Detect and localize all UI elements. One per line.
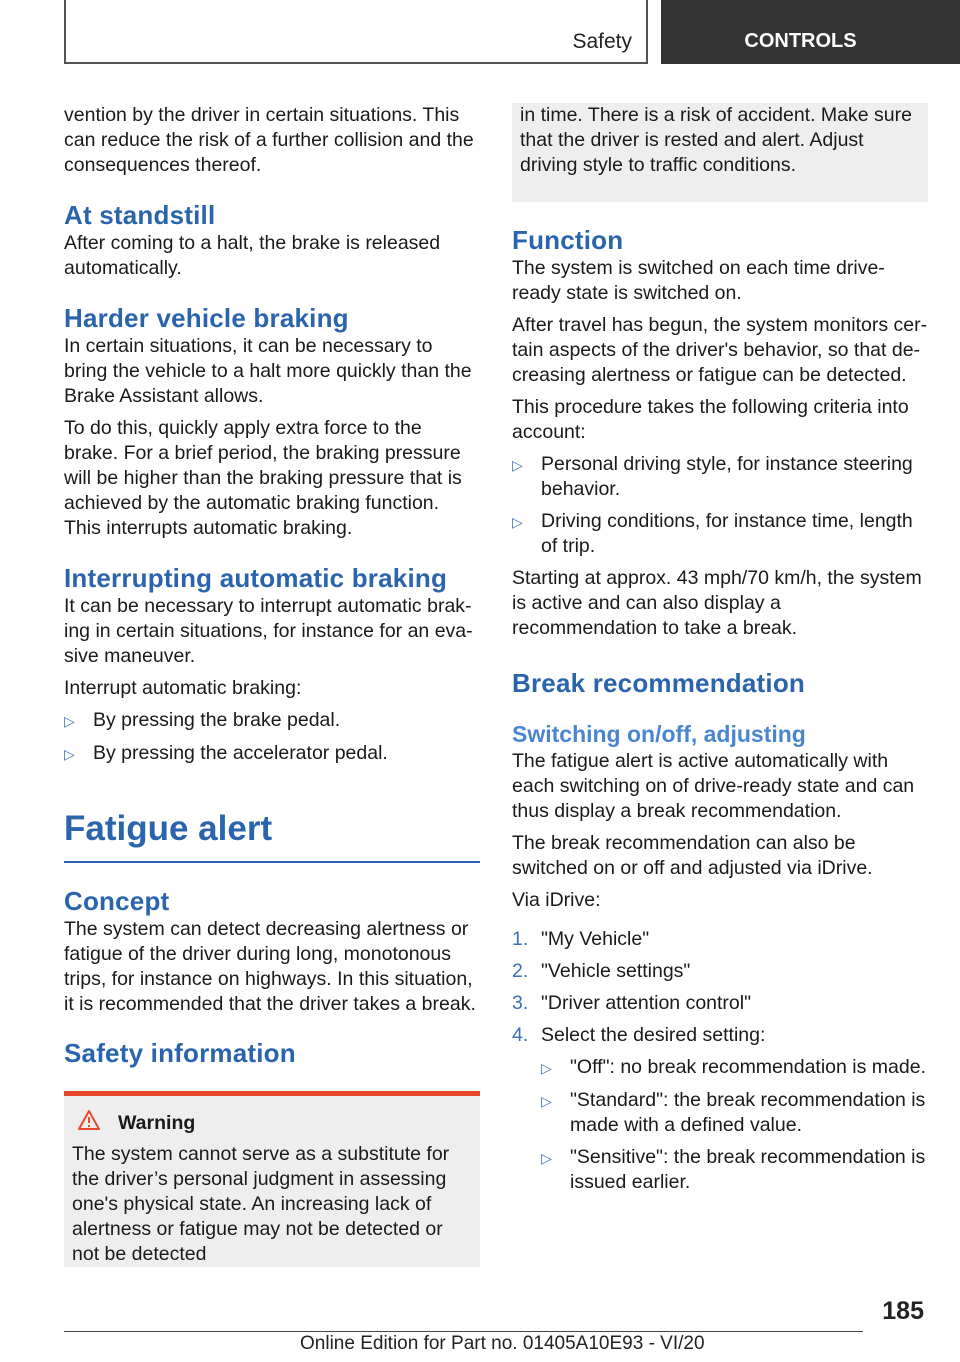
harder-paragraph-1: In certain situations, it can be necessary to bring the vehicle to a halt more quickly than the Brake Assistant allows. [64, 335, 472, 407]
triangle-right-outline-icon: ▷ [541, 1060, 552, 1076]
heading-break-recommendation: Break recommendation [512, 668, 805, 698]
step-text: Select the desired setting: [541, 1024, 766, 1046]
triangle-right-outline-icon: ▷ [541, 1150, 552, 1166]
page-number: 185 [882, 1297, 924, 1325]
heading-function: Function [512, 225, 624, 255]
step-number: 4. [512, 1024, 529, 1046]
list-item [512, 452, 928, 502]
numbered-step [512, 991, 928, 1016]
list-item-text: "Standard": the break recommendation is made with a defined value. [570, 1089, 926, 1136]
warning-box [64, 1091, 480, 1267]
step-text: "Driver attention control" [541, 992, 752, 1014]
heading-interrupting: Interrupting automatic braking [64, 563, 448, 593]
list-item [512, 509, 928, 559]
step-number: 3. [512, 992, 529, 1014]
step-text: "My Vehicle" [541, 928, 650, 950]
warning-text-part-2: in time. There is a risk of accident. Make sure that the driver is rested and alert. Adjust driving style to traffic conditions. [520, 104, 912, 176]
list-item [64, 741, 480, 767]
harder-paragraph-2: To do this, quickly apply extra force to the brake. For a brief period, the braking pressure will be higher than the braking pressure that is achieved by the automatic braking function. This interrupts automatic braking. [64, 417, 462, 539]
interrupting-paragraph-2: Interrupt automatic braking: [64, 677, 302, 699]
heading-harder-braking: Harder vehicle braking [64, 303, 349, 333]
step-number: 1. [512, 928, 529, 950]
warning-header [72, 1110, 472, 1136]
list-item-text: By pressing the accelerator pedal. [93, 742, 388, 764]
warning-text-part-1: The system cannot serve as a substitute for the driver’s personal judgment in assessing one's physical state. An increasing lack of alertness or fatigue may not be detected or not be detected [72, 1143, 450, 1265]
heading-safety-information: Safety information [64, 1038, 296, 1068]
right-column [512, 103, 928, 1202]
list-item-text: Driving conditions, for instance time, length of trip. [541, 510, 913, 557]
header-section-title: Safety [572, 30, 632, 53]
list-item [64, 708, 480, 734]
list-item-text: Personal driving style, for instance steering behavior. [541, 453, 913, 500]
function-paragraph-1: The system is switched on each time drive-ready state is switched on. [512, 257, 885, 304]
break-paragraph-1: The fatigue alert is active automatically with each switching on of drive-ready state and can thus display a break recommendation. [512, 750, 915, 822]
heading-rule [64, 861, 480, 863]
break-paragraph-2: The break recommendation can also be switched on or off and adjusted via iDrive. [512, 832, 873, 879]
triangle-right-outline-icon: ▷ [541, 1093, 552, 1109]
list-item-text: "Off": no break recommendation is made. [570, 1056, 926, 1078]
warning-triangle-icon [72, 1110, 118, 1136]
footer-edition: Online Edition for Part no. 01405A10E93 - VI/20 [300, 1333, 705, 1354]
heading-concept: Concept [64, 886, 170, 916]
numbered-step [512, 1023, 928, 1048]
function-paragraph-2: After travel has begun, the system monitors certain aspects of the driver's behavior, so that decreasing alertness or fatigue can be detected. [512, 314, 928, 386]
break-paragraph-3: Via iDrive: [512, 889, 601, 911]
warning-label: Warning [118, 1111, 196, 1134]
intro-paragraph: vention by the driver in certain situations. This can reduce the risk of a further collision and the consequences thereof. [64, 104, 474, 176]
list-item [541, 1055, 928, 1081]
concept-paragraph: The system can detect decreasing alertness or fatigue of the driver during long, monotonous trips, for instance on highways. In this situation, it is recommended that the driver takes a break. [64, 918, 476, 1015]
triangle-right-outline-icon: ▷ [64, 746, 75, 762]
triangle-right-outline-icon: ▷ [64, 713, 75, 729]
footer-rule [64, 1331, 863, 1332]
fatigue-heading-block [64, 807, 480, 863]
list-item [541, 1088, 928, 1138]
step-text: "Vehicle settings" [541, 960, 691, 982]
list-item-text: "Sensitive": the break recommendation is issued earlier. [570, 1146, 926, 1193]
function-paragraph-4: Starting at approx. 43 mph/70 km/h, the system is active and can also display a recommendation to take a break. [512, 567, 922, 639]
list-item [541, 1145, 928, 1195]
header-section-box [64, 0, 648, 64]
triangle-right-outline-icon: ▷ [512, 514, 523, 530]
heading-at-standstill: At standstill [64, 200, 216, 230]
heading-switching-on-off: Switching on/off, adjusting [512, 721, 806, 747]
standstill-paragraph: After coming to a halt, the brake is released automatically. [64, 232, 441, 279]
numbered-step [512, 959, 928, 984]
list-item-text: By pressing the brake pedal. [93, 709, 341, 731]
header-chapter-tab: CONTROLS [661, 0, 960, 64]
warning-box-continued [512, 103, 928, 202]
triangle-right-outline-icon: ▷ [512, 457, 523, 473]
heading-fatigue-alert: Fatigue alert [64, 809, 273, 848]
interrupting-paragraph-1: It can be necessary to interrupt automatic braking in certain situations, for instance for an evasive maneuver. [64, 595, 473, 667]
step-number: 2. [512, 960, 529, 982]
setting-options-list [541, 1055, 928, 1195]
left-column [64, 103, 480, 1267]
numbered-step [512, 927, 928, 952]
function-paragraph-3: This procedure takes the following criteria into account: [512, 396, 909, 443]
